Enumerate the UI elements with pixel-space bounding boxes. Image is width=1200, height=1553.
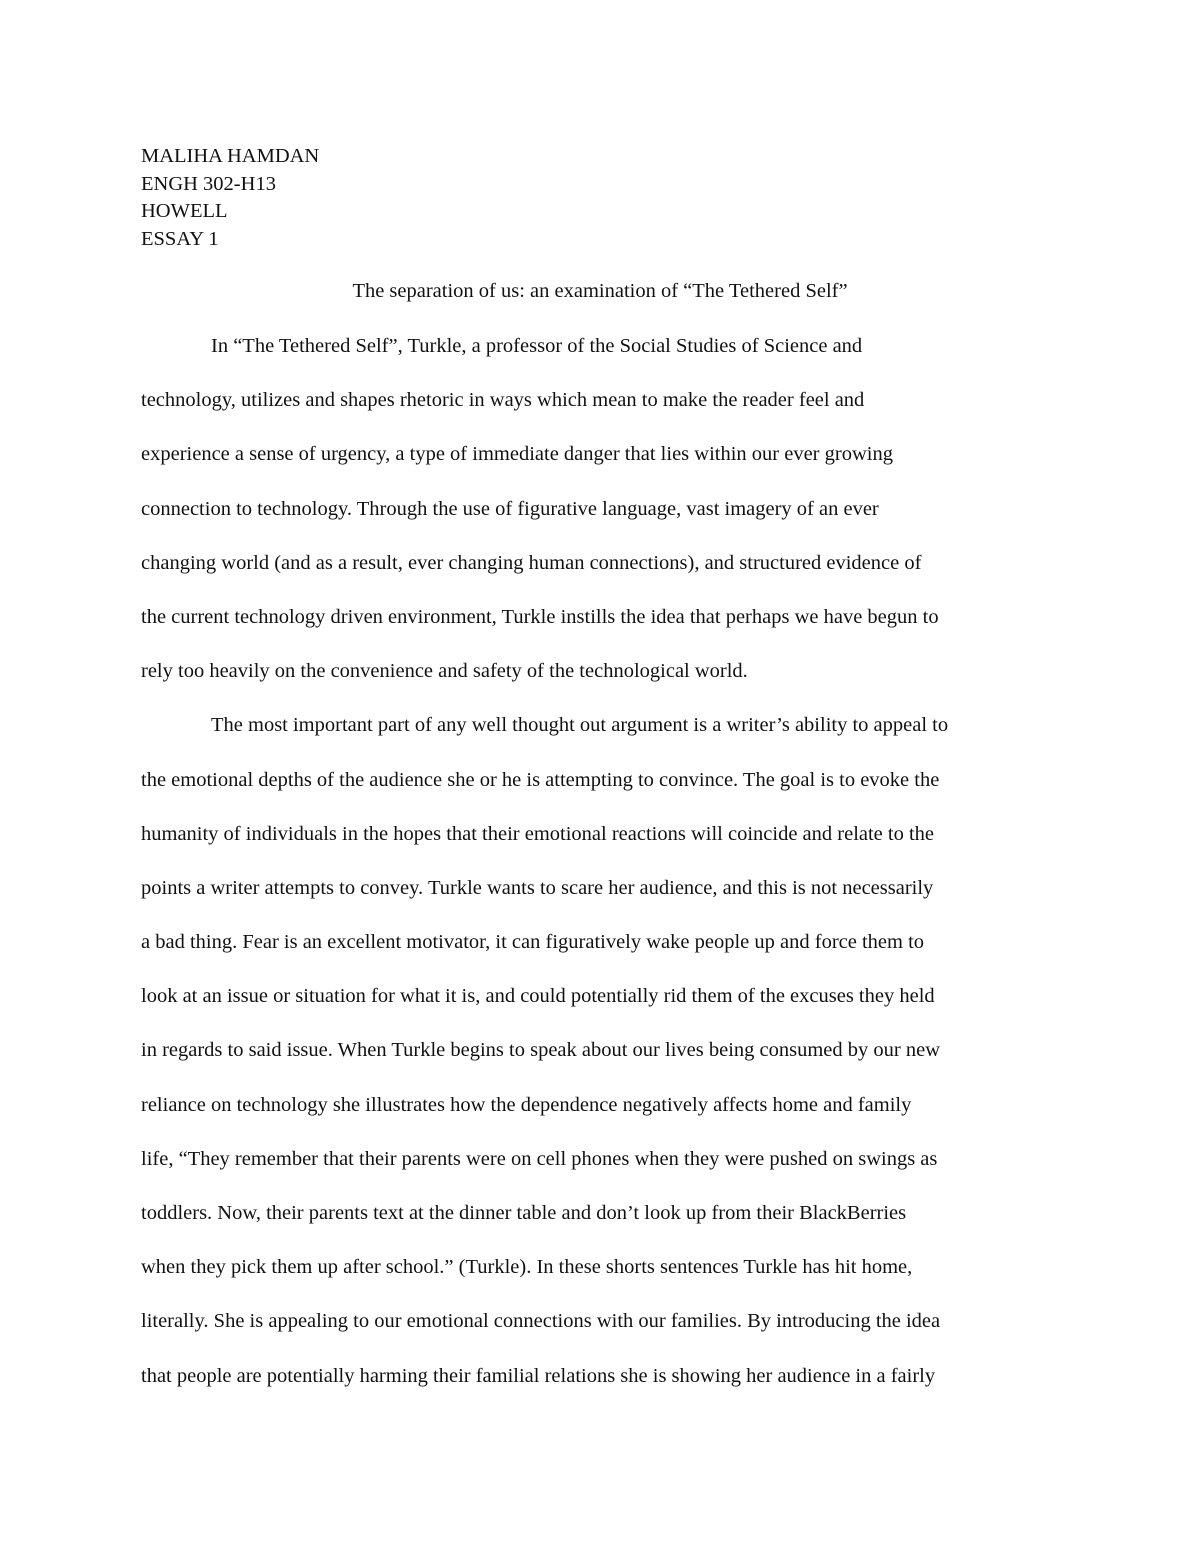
paragraph-1-line: connection to technology. Through the use of figurative language, vast imagery of an ever [141,497,879,520]
author-name: MALIHA HAMDAN [141,145,320,167]
paragraph-2-line: life, “They remember that their parents were on cell phones when they were pushed on swings as [141,1147,938,1170]
paragraph-1-line: In “The Tethered Self”, Turkle, a professor of the Social Studies of Science and [211,335,863,357]
paragraph-2-line: literally. She is appealing to our emotional connections with our families. By introducing the idea [141,1310,941,1333]
paragraph-2-line: in regards to said issue. When Turkle begins to speak about our lives being consumed by our new [141,1039,940,1062]
paragraph-2-line: toddlers. Now, their parents text at the dinner table and don’t look up from their BlackBerries [141,1202,907,1224]
paragraph-2-line: that people are potentially harming their familial relations she is showing her audience in a fairly [141,1364,936,1387]
essay-body [141,331,1061,1415]
essay-header [141,143,319,253]
paragraph-2-line: humanity of individuals in the hopes that their emotional reactions will coincide and relate to the [141,822,935,845]
paragraph-1-line: changing world (and as a result, ever changing human connections), and structured evidence of [141,551,922,574]
paragraph-1-line: the current technology driven environment, Turkle instills the idea that perhaps we have begun to [141,605,939,628]
essay-title: The separation of us: an examination of “The Tethered Self” [352,280,848,302]
instructor-name: HOWELL [141,200,228,222]
paragraph-1-line: technology, utilizes and shapes rhetoric in ways which mean to make the reader feel and [141,389,865,412]
paragraph-2-line: points a writer attempts to convey. Turkle wants to scare her audience, and this is not necessarily [141,876,934,899]
assignment-label: ESSAY 1 [141,227,219,250]
course-code: ENGH 302-H13 [141,172,276,195]
paragraph-2-line: look at an issue or situation for what it is, and could potentially rid them of the excuses they held [141,985,935,1008]
paragraph-2-line: reliance on technology she illustrates how the dependence negatively affects home and family [141,1093,912,1116]
paragraph-2-line: the emotional depths of the audience she or he is attempting to convince. The goal is to evoke the [141,768,940,791]
paragraph-2-line: a bad thing. Fear is an excellent motivator, it can figuratively wake people up and force them to [141,931,925,954]
paragraph-1-line: experience a sense of urgency, a type of immediate danger that lies within our ever growing [141,443,893,466]
paragraph-2-line: when they pick them up after school.” (Turkle). In these shorts sentences Turkle has hit home, [141,1256,913,1279]
paragraph-2-line: The most important part of any well thought out argument is a writer’s ability to appeal to [211,714,949,737]
paragraph-1-line: rely too heavily on the convenience and safety of the technological world. [141,660,748,683]
